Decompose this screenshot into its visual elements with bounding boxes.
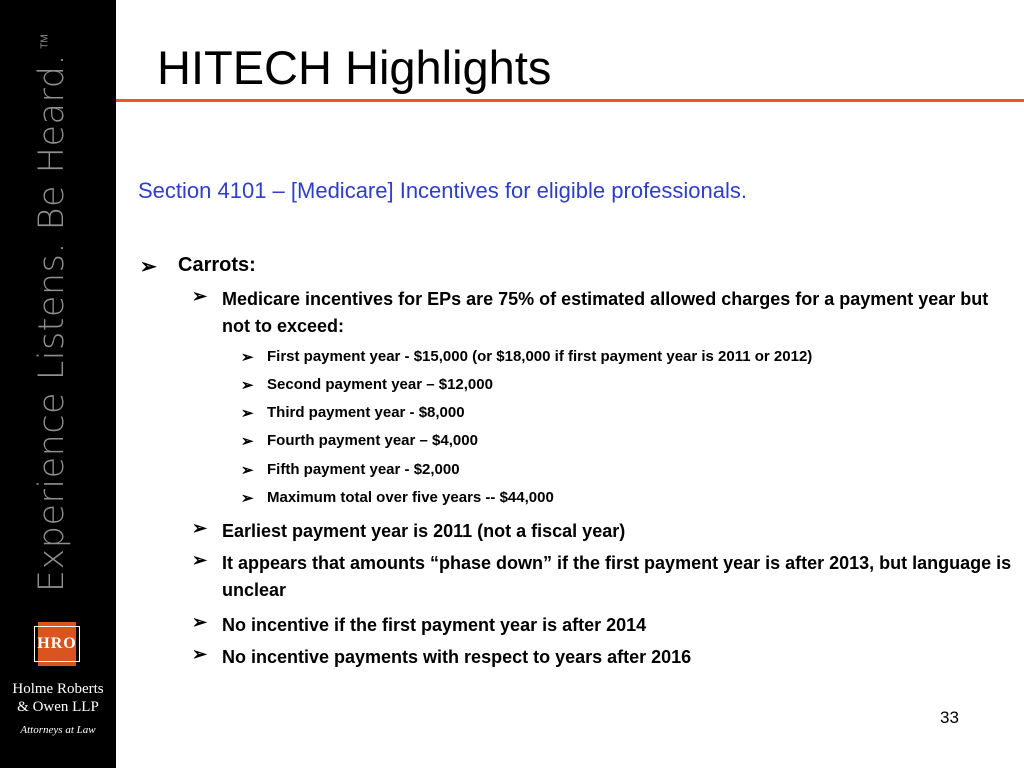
bullet-point — [192, 550, 1012, 604]
payment-item-text: Third payment year - $8,000 — [267, 404, 465, 421]
tagline: Experience Listens. Be Heard. — [32, 53, 72, 592]
bullet-point — [192, 644, 1012, 671]
section-heading: Section 4101 – [Medicare] Incentives for eligible professionals. — [138, 178, 748, 203]
bullet-text: Earliest payment year is 2011 (not a fiscal year) — [222, 521, 626, 541]
arrow-bullet-icon: ➢ — [140, 256, 157, 278]
bullet-text: No incentive if the first payment year is after 2014 — [222, 615, 647, 635]
bullet-text: It appears that amounts “phase down” if the first payment year is after 2013, but language is unclear — [222, 553, 1012, 600]
firm-name-line1: Holme Roberts — [12, 681, 104, 697]
sidebar — [0, 0, 116, 768]
arrow-bullet-icon: ➢ — [241, 490, 254, 507]
arrow-bullet-icon: ➢ — [241, 462, 254, 479]
firm-subtitle: Attorneys at Law — [20, 724, 96, 736]
arrow-bullet-icon: ➢ — [192, 550, 208, 570]
tagline-container — [22, 40, 82, 605]
bullet-point — [192, 612, 1012, 639]
bullet-text: No incentive payments with respect to years after 2016 — [222, 647, 692, 667]
payment-item-text: First payment year - $15,000 (or $18,000 if first payment year is 2011 or 2012) — [267, 348, 813, 365]
arrow-bullet-icon: ➢ — [192, 612, 208, 632]
arrow-bullet-icon: ➢ — [192, 644, 208, 664]
arrow-bullet-icon: ➢ — [192, 518, 208, 538]
payment-item-text: Maximum total over five years -- $44,000 — [267, 489, 554, 506]
trademark-mark: TM — [39, 34, 51, 49]
arrow-bullet-icon: ➢ — [241, 377, 254, 394]
firm-logo-text: HRO — [34, 626, 79, 662]
slide-title: HITECH Highlights — [157, 41, 552, 94]
arrow-bullet-icon: ➢ — [241, 405, 254, 422]
bullet-incentive-intro — [192, 286, 1012, 340]
arrow-bullet-icon: ➢ — [241, 349, 254, 366]
payment-item-text: Fifth payment year - $2,000 — [267, 461, 460, 478]
firm-logo — [38, 622, 76, 666]
bullet-text: Medicare incentives for EPs are 75% of estimated allowed charges for a payment year but not to exceed: — [222, 289, 989, 336]
title-divider — [116, 99, 1024, 102]
bullet-point — [192, 518, 1012, 545]
arrow-bullet-icon: ➢ — [241, 433, 254, 450]
bullet-text: Carrots: — [178, 254, 256, 276]
arrow-bullet-icon: ➢ — [192, 286, 208, 306]
payment-item-text: Second payment year – $12,000 — [267, 376, 493, 393]
firm-name-line2: & Owen LLP — [17, 699, 99, 715]
page-number: 33 — [940, 708, 959, 727]
payment-item-text: Fourth payment year – $4,000 — [267, 432, 478, 449]
